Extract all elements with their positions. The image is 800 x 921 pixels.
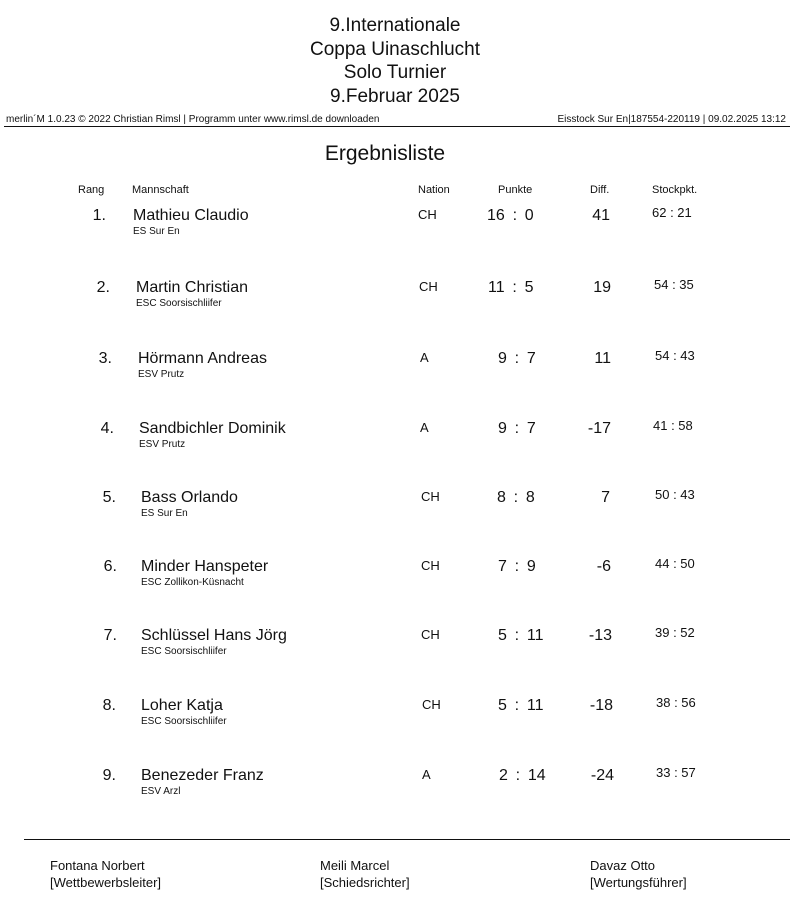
stock-points-cell: 54 : 35 bbox=[654, 277, 694, 292]
player-name: Minder Hanspeter bbox=[141, 558, 269, 575]
club-name: ESC Zollikon-Küsnacht bbox=[141, 577, 244, 588]
diff-cell: 41 bbox=[592, 207, 610, 224]
player-name: Benezeder Franz bbox=[141, 767, 264, 784]
nation-cell: A bbox=[420, 420, 429, 435]
signature-block-competition-director bbox=[50, 857, 161, 891]
diff-cell: -17 bbox=[587, 420, 611, 437]
stock-points-cell: 62 : 21 bbox=[652, 205, 692, 220]
points-lost: 11 bbox=[526, 697, 544, 714]
points-cell bbox=[488, 279, 534, 297]
table-row bbox=[0, 279, 800, 339]
signature-role: [Wettbewerbsleiter] bbox=[50, 875, 162, 890]
stock-points-cell: 54 : 43 bbox=[655, 348, 695, 363]
diff-cell: -24 bbox=[590, 767, 614, 784]
signature-name: Davaz Otto bbox=[590, 858, 656, 873]
title-line-2: Coppa Uinaschlucht bbox=[309, 38, 481, 60]
player-name: Hörmann Andreas bbox=[138, 350, 267, 367]
signature-name: Fontana Norbert bbox=[50, 858, 145, 873]
points-lost: 0 bbox=[524, 207, 534, 224]
points-won: 8 bbox=[497, 489, 506, 506]
rank-cell: 3. bbox=[98, 350, 112, 367]
club-name: ES Sur En bbox=[133, 226, 180, 237]
player-name: Schlüssel Hans Jörg bbox=[141, 627, 287, 644]
points-separator: : bbox=[513, 489, 519, 506]
points-lost: 7 bbox=[526, 420, 536, 437]
stock-points-cell: 39 : 52 bbox=[655, 625, 695, 640]
points-cell bbox=[498, 627, 544, 645]
nation-cell: CH bbox=[421, 489, 440, 504]
points-cell bbox=[498, 558, 536, 576]
points-won: 7 bbox=[498, 558, 507, 575]
rank-cell: 2. bbox=[96, 279, 110, 296]
header-divider bbox=[4, 126, 790, 127]
footer-divider bbox=[24, 839, 790, 840]
nation-cell: CH bbox=[422, 697, 441, 712]
signature-block-referee bbox=[320, 857, 410, 891]
points-cell bbox=[499, 767, 546, 785]
points-cell bbox=[498, 350, 536, 368]
stock-points-cell: 50 : 43 bbox=[655, 487, 695, 502]
table-row bbox=[0, 558, 800, 618]
rank-cell: 1. bbox=[92, 207, 106, 224]
stock-points-cell: 44 : 50 bbox=[655, 556, 695, 571]
nation-cell: A bbox=[420, 350, 429, 365]
diff-cell: 7 bbox=[601, 489, 610, 506]
nation-cell: CH bbox=[419, 279, 438, 294]
nation-cell: CH bbox=[421, 627, 440, 642]
table-row bbox=[0, 697, 800, 757]
stock-points-cell: 33 : 57 bbox=[656, 765, 696, 780]
column-header-stockpkt: Stockpkt. bbox=[652, 184, 698, 196]
signature-role: [Wertungsführer] bbox=[590, 875, 687, 890]
rank-cell: 5. bbox=[102, 489, 116, 506]
points-lost: 7 bbox=[526, 350, 536, 367]
points-won: 9 bbox=[498, 420, 507, 437]
rank-cell: 4. bbox=[100, 420, 114, 437]
points-lost: 9 bbox=[526, 558, 536, 575]
diff-cell: 11 bbox=[594, 350, 611, 367]
nation-cell: A bbox=[422, 767, 431, 782]
rank-cell: 9. bbox=[102, 767, 116, 784]
points-separator: : bbox=[514, 627, 520, 644]
results-heading: Ergebnisliste bbox=[324, 142, 446, 165]
points-cell bbox=[497, 489, 535, 507]
table-row bbox=[0, 627, 800, 687]
points-lost: 11 bbox=[526, 627, 544, 644]
signature-name: Meili Marcel bbox=[320, 858, 390, 873]
club-name: ESV Prutz bbox=[138, 369, 185, 380]
diff-cell: -6 bbox=[596, 558, 611, 575]
rank-cell: 6. bbox=[103, 558, 117, 575]
diff-cell: -13 bbox=[588, 627, 612, 644]
title-line-4: 9.Februar 2025 bbox=[330, 85, 460, 107]
document-title bbox=[0, 14, 790, 108]
nation-cell: CH bbox=[418, 207, 437, 222]
player-name: Bass Orlando bbox=[141, 489, 238, 506]
points-lost: 14 bbox=[527, 767, 546, 784]
points-separator: : bbox=[514, 350, 520, 367]
points-separator: : bbox=[515, 767, 521, 784]
table-row bbox=[0, 350, 800, 410]
player-name: Martin Christian bbox=[136, 279, 249, 296]
diff-cell: 19 bbox=[593, 279, 611, 296]
points-cell bbox=[498, 420, 536, 438]
points-lost: 8 bbox=[525, 489, 535, 506]
points-lost: 5 bbox=[524, 279, 534, 296]
points-won: 11 bbox=[488, 279, 505, 296]
rank-cell: 7. bbox=[103, 627, 117, 644]
column-header-nation: Nation bbox=[418, 184, 450, 196]
rank-cell: 8. bbox=[102, 697, 116, 714]
points-won: 5 bbox=[498, 627, 507, 644]
stock-points-cell: 41 : 58 bbox=[653, 418, 693, 433]
points-won: 16 bbox=[487, 207, 505, 224]
table-row bbox=[0, 420, 800, 480]
points-separator: : bbox=[512, 207, 518, 224]
event-id-timestamp: Eisstock Sur En|187554-220119 | 09.02.2025 13:12 bbox=[557, 114, 786, 125]
club-name: ESV Prutz bbox=[139, 439, 186, 450]
points-cell bbox=[487, 207, 534, 225]
column-header-rang: Rang bbox=[78, 184, 105, 196]
software-credit: merlin´M 1.0.23 © 2022 Christian Rimsl | Programm unter www.rimsl.de downloaden bbox=[6, 114, 380, 125]
table-row bbox=[0, 767, 800, 827]
signature-role: [Schiedsrichter] bbox=[320, 875, 410, 890]
points-separator: : bbox=[514, 558, 520, 575]
club-name: ESV Arzl bbox=[141, 786, 181, 797]
player-name: Mathieu Claudio bbox=[133, 207, 249, 224]
player-name: Loher Katja bbox=[141, 697, 223, 714]
stock-points-cell: 38 : 56 bbox=[656, 695, 696, 710]
table-row bbox=[0, 207, 800, 267]
player-name: Sandbichler Dominik bbox=[139, 420, 286, 437]
points-separator: : bbox=[514, 697, 520, 714]
club-name: ESC Soorsischliifer bbox=[136, 298, 222, 309]
club-name: ESC Soorsischliifer bbox=[141, 646, 227, 657]
column-header-diff: Diff. bbox=[590, 184, 610, 196]
club-name: ESC Soorsischliifer bbox=[141, 716, 227, 727]
title-line-1: 9.Internationale bbox=[329, 15, 461, 36]
table-row bbox=[0, 489, 800, 549]
column-header-punkte: Punkte bbox=[498, 184, 533, 196]
points-separator: : bbox=[514, 420, 520, 437]
column-header-mannschaft: Mannschaft bbox=[132, 184, 189, 196]
signature-block-scorekeeper bbox=[590, 857, 687, 891]
title-line-3: Solo Turnier bbox=[343, 62, 447, 83]
club-name: ES Sur En bbox=[141, 508, 188, 519]
points-separator: : bbox=[512, 279, 517, 296]
points-won: 9 bbox=[498, 350, 507, 367]
points-cell bbox=[498, 697, 544, 715]
nation-cell: CH bbox=[421, 558, 440, 573]
points-won: 2 bbox=[499, 767, 508, 784]
diff-cell: -18 bbox=[589, 697, 613, 714]
points-won: 5 bbox=[498, 697, 507, 714]
